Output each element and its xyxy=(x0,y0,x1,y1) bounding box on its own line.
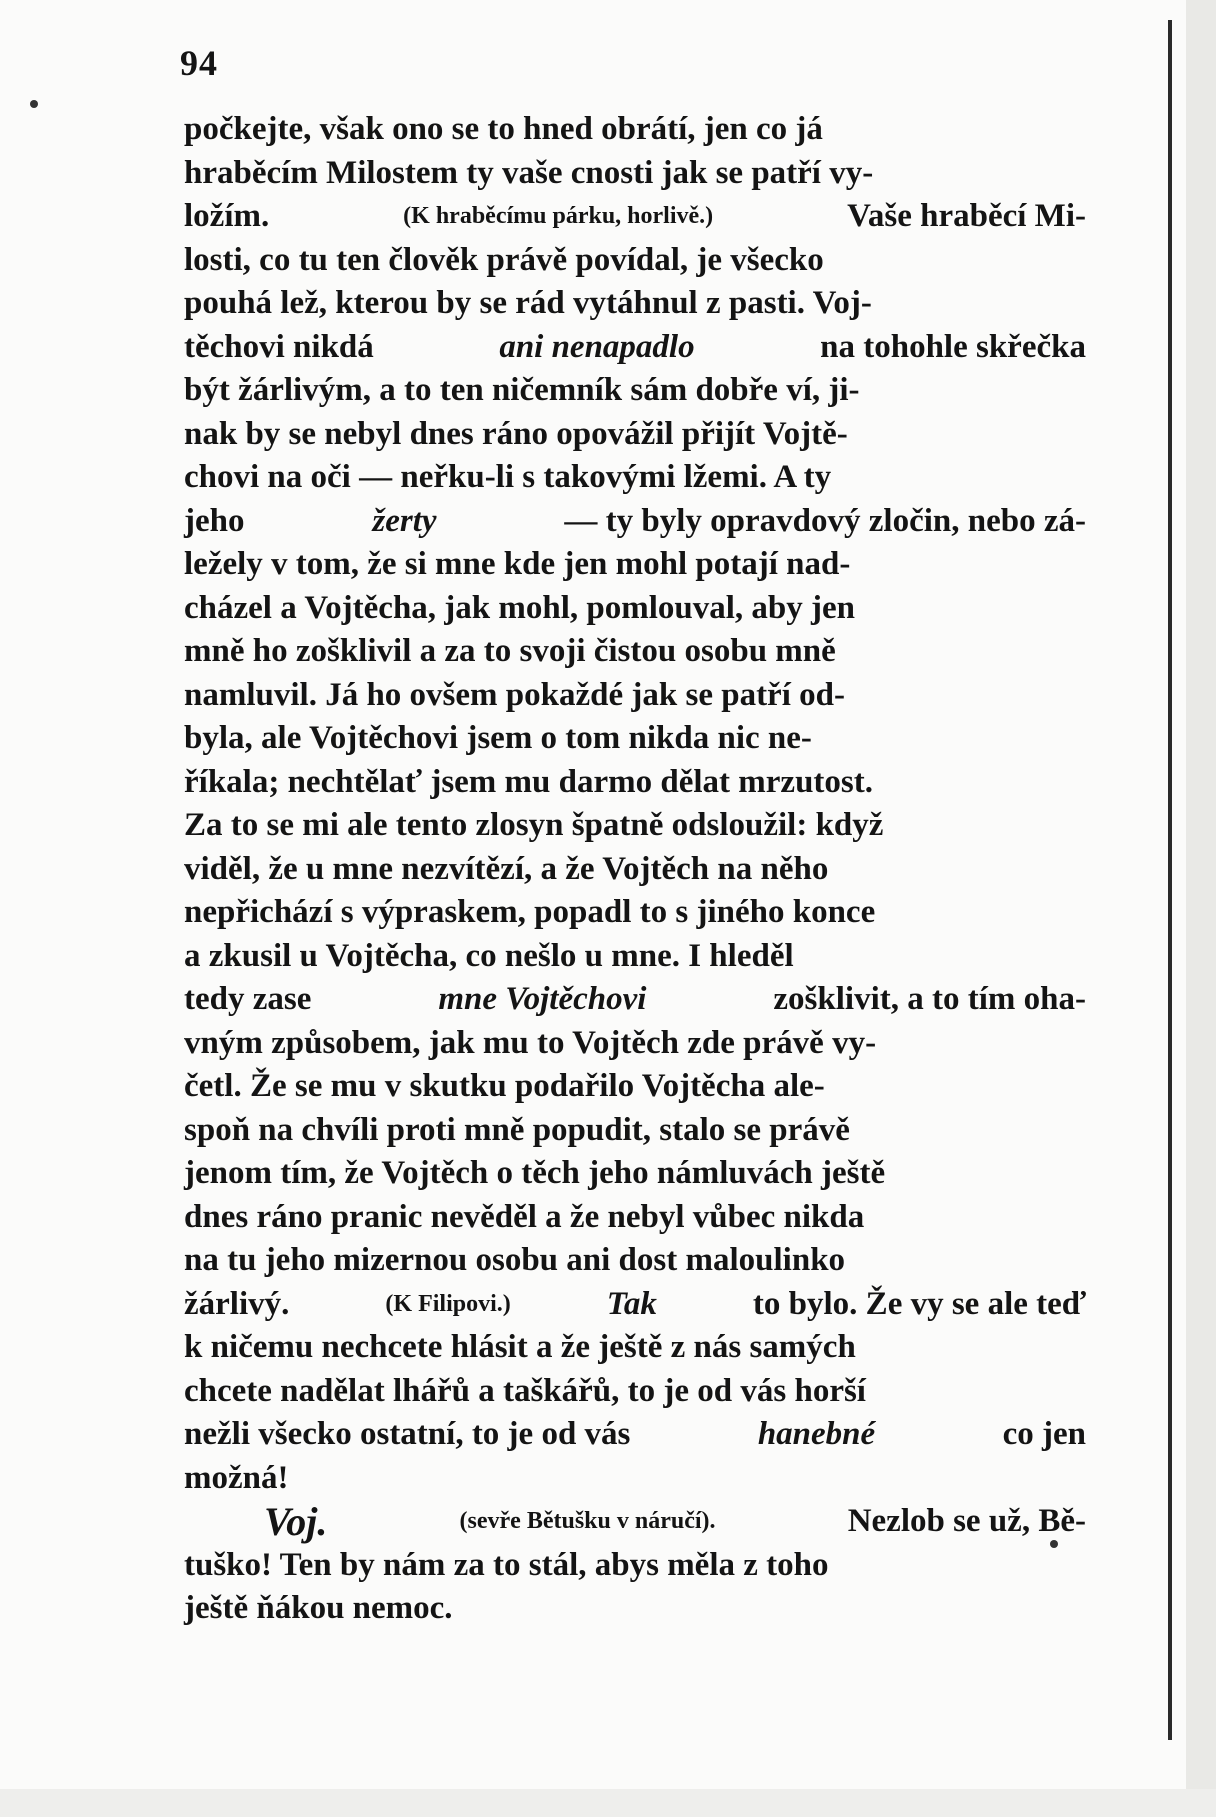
emphasis: ani nenapadlo xyxy=(499,328,695,365)
text-line: počkejte, však ono se to hned obrátí, jen co já xyxy=(184,111,823,147)
text-line: jenom tím, že Vojtěch o těch jeho námluvách ještě xyxy=(184,1155,886,1191)
emphasis: hanebné xyxy=(757,1416,876,1452)
text-line: byla, ale Vojtěchovi jsem o tom nikda nic ne- xyxy=(184,720,812,756)
text-line: viděl, že u mne nezvítězí, a že Vojtěch na něho xyxy=(184,850,829,887)
body-text xyxy=(184,108,1086,1631)
speck xyxy=(30,100,38,108)
text-line: cházel a Vojtěcha, jak mohl, pomlouval, aby jen xyxy=(184,589,856,626)
text-line: a zkusil u Vojtěcha, co nešlo u mne. I hleděl xyxy=(184,937,794,974)
text-line: losti, co tu ten člověk právě povídal, je všecko xyxy=(184,241,824,278)
text-line: namluvil. Já ho ovšem pokaždé jak se patří od- xyxy=(184,676,845,713)
text-line: nežli všecko ostatní, to je od vás hanebné co jen xyxy=(184,1413,1086,1457)
speech-line: Voj. (sevře Bětušku v náručí). Nezlob se už, Bě- xyxy=(264,1499,1086,1544)
text-line: nepřichází s výpraskem, popadl to s jiného konce xyxy=(184,894,876,930)
text-line: možná! xyxy=(184,1459,289,1496)
text-line: na tu jeho mizernou osobu ani dost maloulinko xyxy=(184,1242,846,1278)
page-number: 94 xyxy=(180,43,218,83)
text-line: četl. Že se mu v skutku podařilo Vojtěcha ale- xyxy=(184,1068,825,1104)
text-line: nak by se nebyl dnes ráno opovážil přijít Vojtě- xyxy=(184,415,848,452)
text-line: jeho žerty — ty byly opravdový zločin, nebo zá- xyxy=(184,500,1086,544)
text-line: být žárlivým, a to ten ničemník sám dobře ví, ji- xyxy=(184,372,860,408)
text-line: spoň na chvíli proti mně popudit, stalo se právě xyxy=(184,1111,850,1148)
text-line: vným způsobem, jak mu to Vojtěch zde právě vy- xyxy=(184,1024,877,1061)
text-line: tuško! Ten by nám za to stál, abys měla z toho xyxy=(184,1546,829,1583)
text-line: chcete nadělat lhářů a taškářů, to je od vás horší xyxy=(184,1372,866,1409)
text-line: ložím. (K hraběcímu párku, horlivě.) Vaše hraběcí Mi- xyxy=(184,195,1086,239)
text-line: k ničemu nechcete hlásit a že ještě z nás samých xyxy=(184,1329,856,1365)
text-line: hraběcím Milostem ty vaše cnosti jak se patří vy- xyxy=(184,154,874,191)
page-bottom-edge xyxy=(0,1789,1216,1817)
text-line: mně ho zošklivil a za to svoji čistou osobu mně xyxy=(184,633,836,669)
stage-direction: (sevře Bětušku v náručí). xyxy=(459,1508,716,1534)
stage-direction: (K hraběcímu párku, horlivě.) xyxy=(403,203,714,229)
emphasis: mne Vojtěchovi xyxy=(438,981,647,1017)
text-line: ještě ňákou nemoc. xyxy=(184,1590,453,1626)
text-line: chovi na oči — neřku-li s takovými lžemi. A ty xyxy=(184,459,832,495)
speaker-name: Voj. xyxy=(264,1499,328,1544)
text-line: žárlivý. (K Filipovi.) Tak to bylo. Že vy se ale teď xyxy=(184,1283,1086,1327)
stage-direction: (K Filipovi.) xyxy=(385,1290,511,1317)
emphasis: žerty xyxy=(372,502,437,539)
binding-rule xyxy=(1168,20,1172,1740)
page-edge xyxy=(1186,0,1216,1817)
text-line: ležely v tom, že si mne kde jen mohl potají nad- xyxy=(184,546,851,582)
emphasis: Tak xyxy=(606,1285,657,1322)
text-line: tedy zase mne Vojtěchovi zošklivit, a to tím oha- xyxy=(184,978,1086,1022)
text-line: Za to se mi ale tento zlosyn špatně odsloužil: když xyxy=(184,807,884,843)
text-line: říkala; nechtělať jsem mu darmo dělat mrzutost. xyxy=(184,763,873,800)
text-line: těchovi nikdá ani nenapadlo na tohohle skřečka xyxy=(184,326,1086,370)
text-line: pouhá lež, kterou by se rád vytáhnul z pasti. Voj- xyxy=(184,285,872,321)
text-line: dnes ráno pranic nevěděl a že nebyl vůbec nikda xyxy=(184,1198,865,1235)
